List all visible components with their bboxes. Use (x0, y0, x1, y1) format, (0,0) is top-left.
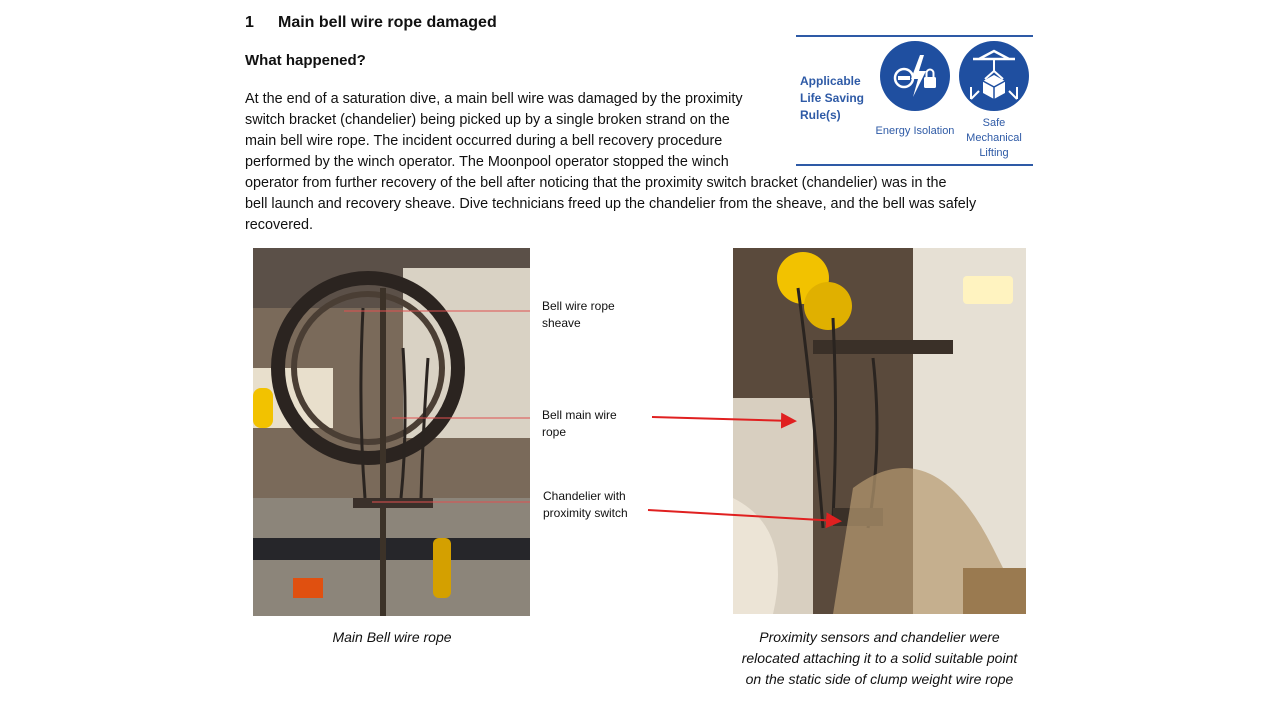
paragraph-line: recovered. (245, 217, 313, 233)
section-heading (245, 14, 497, 32)
right-photo-caption: Proximity sensors and chandelier were relocated attaching it to a solid suitable point on the static side of clump weight wire rope (741, 629, 1018, 687)
paragraph-line: bell launch and recovery sheave. Dive technicians freed up the chandelier from the sheave, and the bell was safely (245, 196, 977, 212)
paragraph-line: performed by the winch operator. The Moonpool operator stopped the winch (245, 154, 729, 170)
paragraph-line: At the end of a saturation dive, a main bell wire was damaged by the proximity (245, 91, 743, 107)
callout-main-wire-rope: Bell main wire rope (542, 408, 617, 439)
incident-paragraph-top (245, 89, 785, 173)
paragraph-line: main bell wire rope. The incident occurred during a bell recovery procedure (245, 133, 723, 149)
paragraph-line: switch bracket (chandelier) being picked up by a single broken strand on the (245, 112, 730, 128)
callout-chandelier: Chandelier with proximity switch (543, 489, 628, 520)
energy-isolation-icon (880, 41, 950, 111)
relocated-chandelier-photo (733, 248, 1026, 614)
incident-paragraph-bottom (245, 173, 1040, 236)
left-photo-caption: Main Bell wire rope (332, 629, 452, 645)
main-bell-wire-rope-photo (253, 248, 530, 616)
mechanical-lifting-icon (959, 41, 1029, 111)
safe-mechanical-lifting-label: Safe Mechanical Lifting (966, 117, 1022, 159)
section-title: Main bell wire rope damaged (278, 14, 497, 31)
callout-sheave: Bell wire rope sheave (542, 299, 615, 330)
what-happened-heading: What happened? (245, 52, 366, 69)
lsr-label: Applicable Life Saving Rule(s) (800, 74, 865, 122)
energy-isolation-label: Energy Isolation (875, 125, 955, 137)
section-number: 1 (245, 14, 254, 31)
paragraph-line: operator from further recovery of the bell after noticing that the proximity switch bracket (chandelier) was in the (245, 175, 947, 191)
